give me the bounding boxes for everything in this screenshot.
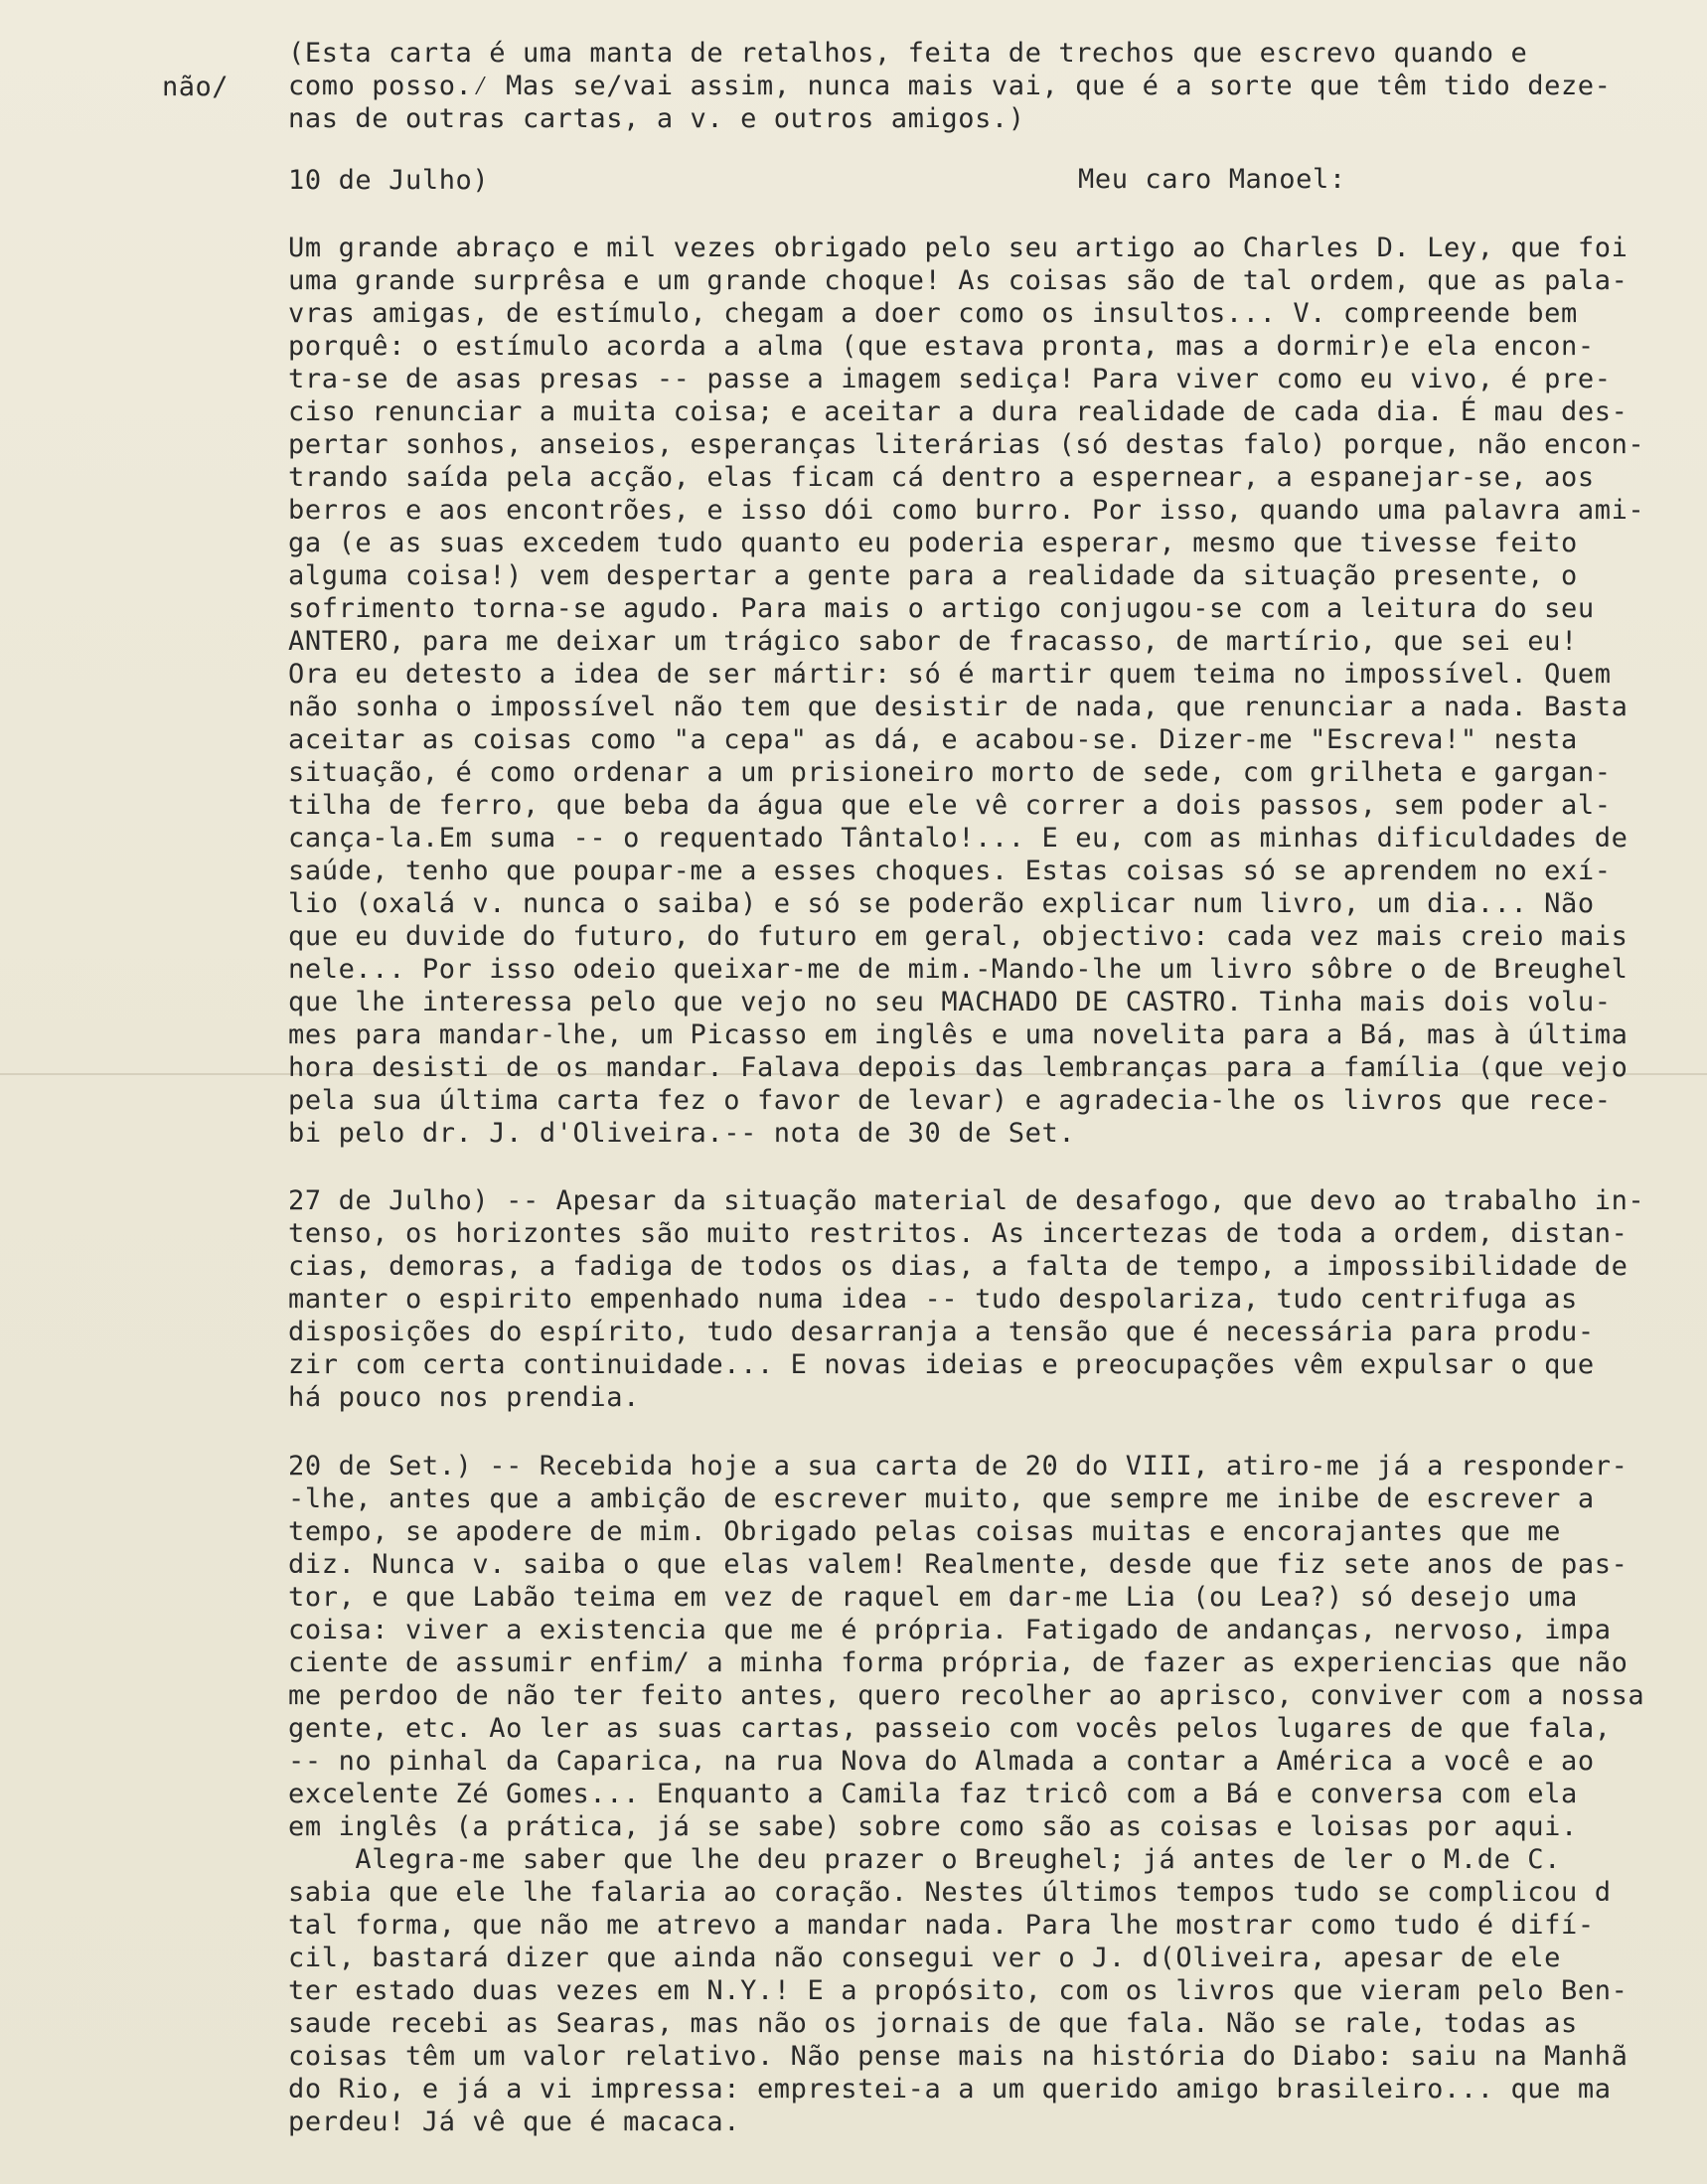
text-line: alguma coisa!) vem despertar a gente para a realidade da situação presente, o [288, 560, 1578, 591]
text-line: diz. Nunca v. saiba o que elas valem! Realmente, desde que fiz sete anos de pas- [288, 1549, 1629, 1580]
entry-date: 10 de Julho) [288, 165, 490, 196]
text-line: Ora eu detesto a idea de ser mártir: só é martir quem teima no impossível. Quem [288, 659, 1612, 690]
text-line: saúde, tenho que poupar-me a esses choques. Estas coisas só se aprendem no exí- [288, 856, 1612, 886]
text-line: nas de outras cartas, a v. e outros amigos.) [288, 103, 1025, 134]
text-line: cias, demoras, a fadiga de todos os dias, a falta de tempo, a impossibilidade de [288, 1251, 1629, 1282]
text-line: 20 de Set.) -- Recebida hoje a sua carta de 20 do VIII, atiro-me já a responder- [288, 1451, 1629, 1482]
text-line: vras amigas, de estímulo, chegam a doer como os insultos... V. compreende bem [288, 298, 1578, 329]
text-line: me perdoo de não ter feito antes, quero recolher ao aprisco, conviver com a nossa [288, 1680, 1645, 1711]
text-line: bi pelo dr. J. d'Oliveira.-- nota de 30 de Set. [288, 1118, 1076, 1149]
text-line: sabia que ele lhe falaria ao coração. Nestes últimos tempos tudo se complicou d [288, 1877, 1612, 1908]
text-line: ANTERO, para me deixar um trágico sabor de fracasso, de martírio, que sei eu! [288, 626, 1578, 657]
text-line: mes para mandar-lhe, um Picasso em inglês e uma novelita para a Bá, mas à última [288, 1019, 1629, 1050]
text-line: manter o espirito empenhado numa idea -- tudo despolariza, tudo centrifuga as [288, 1284, 1578, 1315]
text-line: lio (oxalá v. nunca o saiba) e só se poderão explicar num livro, um dia... Não [288, 888, 1595, 919]
text-line: -lhe, antes que a ambição de escrever muito, que sempre me inibe de escrever a [288, 1483, 1595, 1514]
text-line: hora desisti de os mandar. Falava depois das lembranças para a família (que vejo [288, 1052, 1629, 1083]
text-line: pertar sonhos, anseios, esperanças literárias (só destas falo) porque, não encon- [288, 429, 1645, 460]
text-line: situação, é como ordenar a um prisioneiro morto de sede, com grilheta e gargan- [288, 757, 1612, 788]
text-line: tilha de ferro, que beba da água que ele vê correr a dois passos, sem poder al- [288, 790, 1612, 821]
text-line: porquê: o estímulo acorda a alma (que estava pronta, mas a dormir)e ela encon- [288, 331, 1595, 362]
text-line: do Rio, e já a vi impressa: emprestei-a a um querido amigo brasileiro... que ma [288, 2074, 1612, 2105]
text-line: saude recebi as Searas, mas não os jornais de que fala. Não se rale, todas as [288, 2008, 1578, 2039]
text-line: excelente Zé Gomes... Enquanto a Camila faz tricô com a Bá e conversa com ela [288, 1779, 1578, 1809]
text-line: tempo, se apodere de mim. Obrigado pelas coisas muitas e encorajantes que me [288, 1516, 1562, 1547]
text-line: que lhe interessa pelo que vejo no seu MACHADO DE CASTRO. Tinha mais dois volu- [288, 987, 1612, 1017]
text-line: Um grande abraço e mil vezes obrigado pelo seu artigo ao Charles D. Ley, que foi [288, 233, 1629, 263]
text-line: como posso.⁄ Mas se/vai assim, nunca mais vai, que é a sorte que têm tido deze- [288, 71, 1612, 101]
text-line: sofrimento torna-se agudo. Para mais o artigo conjugou-se com a leitura do seu [288, 593, 1595, 624]
text-line: 27 de Julho) -- Apesar da situação material de desafogo, que devo ao trabalho in- [288, 1185, 1645, 1216]
text-line: em inglês (a prática, já se sabe) sobre como são as coisas e loisas por aqui. [288, 1811, 1578, 1842]
text-line: cil, bastará dizer que ainda não consegui ver o J. d(Oliveira, apesar de ele [288, 1943, 1562, 1973]
text-line: tenso, os horizontes são muito restritos. As incertezas de toda a ordem, distan- [288, 1218, 1629, 1249]
text-line: tal forma, que não me atrevo a mandar nada. Para lhe mostrar como tudo é difí- [288, 1910, 1595, 1941]
text-line: perdeu! Já vê que é macaca. [288, 2106, 741, 2137]
text-line: (Esta carta é uma manta de retalhos, feita de trechos que escrevo quando e [288, 38, 1528, 69]
text-line: ter estado duas vezes em N.Y.! E a propósito, com os livros que vieram pelo Ben- [288, 1975, 1629, 2006]
text-line: coisa: viver a existencia que me é própria. Fatigado de andanças, nervoso, impa [288, 1615, 1612, 1645]
text-line: que eu duvide do futuro, do futuro em geral, objectivo: cada vez mais creio mais [288, 921, 1629, 952]
text-line: disposições do espírito, tudo desarranja a tensão que é necessária para produ- [288, 1317, 1595, 1347]
text-line: coisas têm um valor relativo. Não pense mais na história do Diabo: saiu na Manhã [288, 2041, 1629, 2072]
text-line: trando saída pela acção, elas ficam cá dentro a espernear, a espanejar-se, aos [288, 462, 1595, 493]
salutation: Meu caro Manoel: [1078, 164, 1346, 195]
text-line: -- no pinhal da Caparica, na rua Nova do Almada a contar a América a você e ao [288, 1746, 1595, 1777]
text-line: ciente de assumir enfim/ a minha forma própria, de fazer as experiencias que não [288, 1647, 1629, 1678]
text-line: zir com certa continuidade... E novas ideias e preocupações vêm expulsar o que [288, 1349, 1595, 1380]
text-line: gente, etc. Ao ler as suas cartas, passeio com vocês pelos lugares de que fala, [288, 1713, 1612, 1744]
text-line: cança-la.Em suma -- o requentado Tântalo!... E eu, com as minhas dificuldades de [288, 823, 1629, 854]
text-line: ciso renunciar a muita coisa; e aceitar a dura realidade de cada dia. É mau des- [288, 396, 1629, 427]
text-line: Alegra-me saber que lhe deu prazer o Breughel; já antes de ler o M.de C. [288, 1844, 1562, 1875]
margin-note: não/ [162, 72, 230, 102]
text-line: tra-se de asas presas -- passe a imagem sediça! Para viver como eu vivo, é pre- [288, 364, 1612, 394]
text-line: nele... Por isso odeio queixar-me de mim.-Mando-lhe um livro sôbre o de Breughel [288, 954, 1629, 985]
text-line: ga (e as suas excedem tudo quanto eu poderia esperar, mesmo que tivesse feito [288, 528, 1578, 558]
text-line: uma grande surprêsa e um grande choque! As coisas são de tal ordem, que as pala- [288, 265, 1629, 296]
text-line: não sonha o impossível não tem que desistir de nada, que renunciar a nada. Basta [288, 692, 1629, 722]
text-line: tor, e que Labão teima em vez de raquel em dar-me Lia (ou Lea?) só desejo uma [288, 1582, 1578, 1613]
text-line: pela sua última carta fez o favor de levar) e agradecia-lhe os livros que rece- [288, 1085, 1612, 1116]
text-line: aceitar as coisas como "a cepa" as dá, e acabou-se. Dizer-me "Escreva!" nesta [288, 724, 1578, 755]
text-line: há pouco nos prendia. [288, 1382, 640, 1413]
text-line: berros e aos encontrões, e isso dói como burro. Por isso, quando uma palavra ami- [288, 495, 1645, 526]
